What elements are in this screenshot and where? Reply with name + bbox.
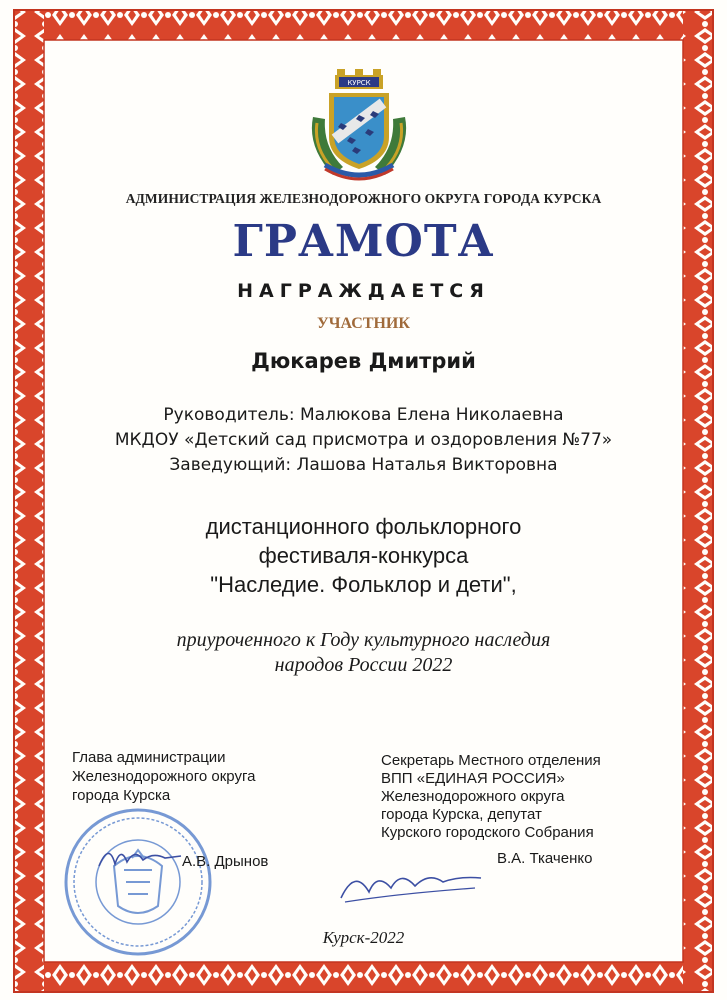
- right-handwritten-signature: [335, 858, 485, 908]
- left-signatory-title: [72, 748, 255, 805]
- event-line: фестиваля-конкурса: [258, 543, 469, 568]
- coat-of-arms-emblem: [303, 67, 415, 185]
- signatory-title-line: города Курска: [72, 787, 171, 804]
- signatory-title-line: ВПП «ЕДИНАЯ РОССИЯ»: [381, 770, 565, 787]
- city-year: Курск-2022: [322, 928, 405, 947]
- dedication-line: приуроченного к Году культурного наследия: [176, 629, 551, 651]
- right-signatory-name: В.А. Ткаченко: [497, 850, 593, 867]
- right-signatory-title: [381, 752, 601, 842]
- recipient-name: Дюкарев Дмитрий: [251, 349, 476, 373]
- signatory-title-line: Глава администрации: [72, 749, 226, 766]
- signatory-title-line: Секретарь Местного отделения: [381, 752, 601, 769]
- details-line: Заведующий: Лашова Наталья Викторовна: [169, 455, 558, 475]
- event-description: [0, 512, 727, 599]
- signatory-title-line: Железнодорожного округа: [381, 788, 565, 805]
- dedication-line: народов России 2022: [274, 654, 453, 676]
- event-line: "Наследие. Фольклор и дети",: [210, 572, 517, 597]
- details-line: МКДОУ «Детский сад присмотра и оздоровления №77»: [114, 430, 613, 450]
- event-line: дистанционного фольклорного: [205, 514, 522, 539]
- event-dedication: [0, 628, 727, 678]
- organization-name: АДМИНИСТРАЦИЯ ЖЕЛЕЗНОДОРОЖНОГО ОКРУГА ГОРОДА КУРСКА: [125, 191, 602, 206]
- details-line: Руководитель: Малюкова Елена Николаевна: [163, 405, 564, 425]
- signatory-title-line: Железнодорожного округа: [72, 768, 256, 785]
- awarded-heading: НАГРАЖДАЕТСЯ: [237, 280, 490, 302]
- certificate-title: ГРАМОТА: [232, 216, 495, 267]
- recipient-role: УЧАСТНИК: [317, 315, 410, 332]
- signatory-title-line: города Курска, депутат: [381, 806, 542, 823]
- supervisor-details: [0, 403, 727, 478]
- left-handwritten-signature: [95, 838, 185, 874]
- emblem-label: КУРСК: [347, 79, 371, 87]
- left-signatory-name: А.В. Дрынов: [182, 853, 269, 870]
- signatory-title-line: Курского городского Собрания: [381, 824, 594, 841]
